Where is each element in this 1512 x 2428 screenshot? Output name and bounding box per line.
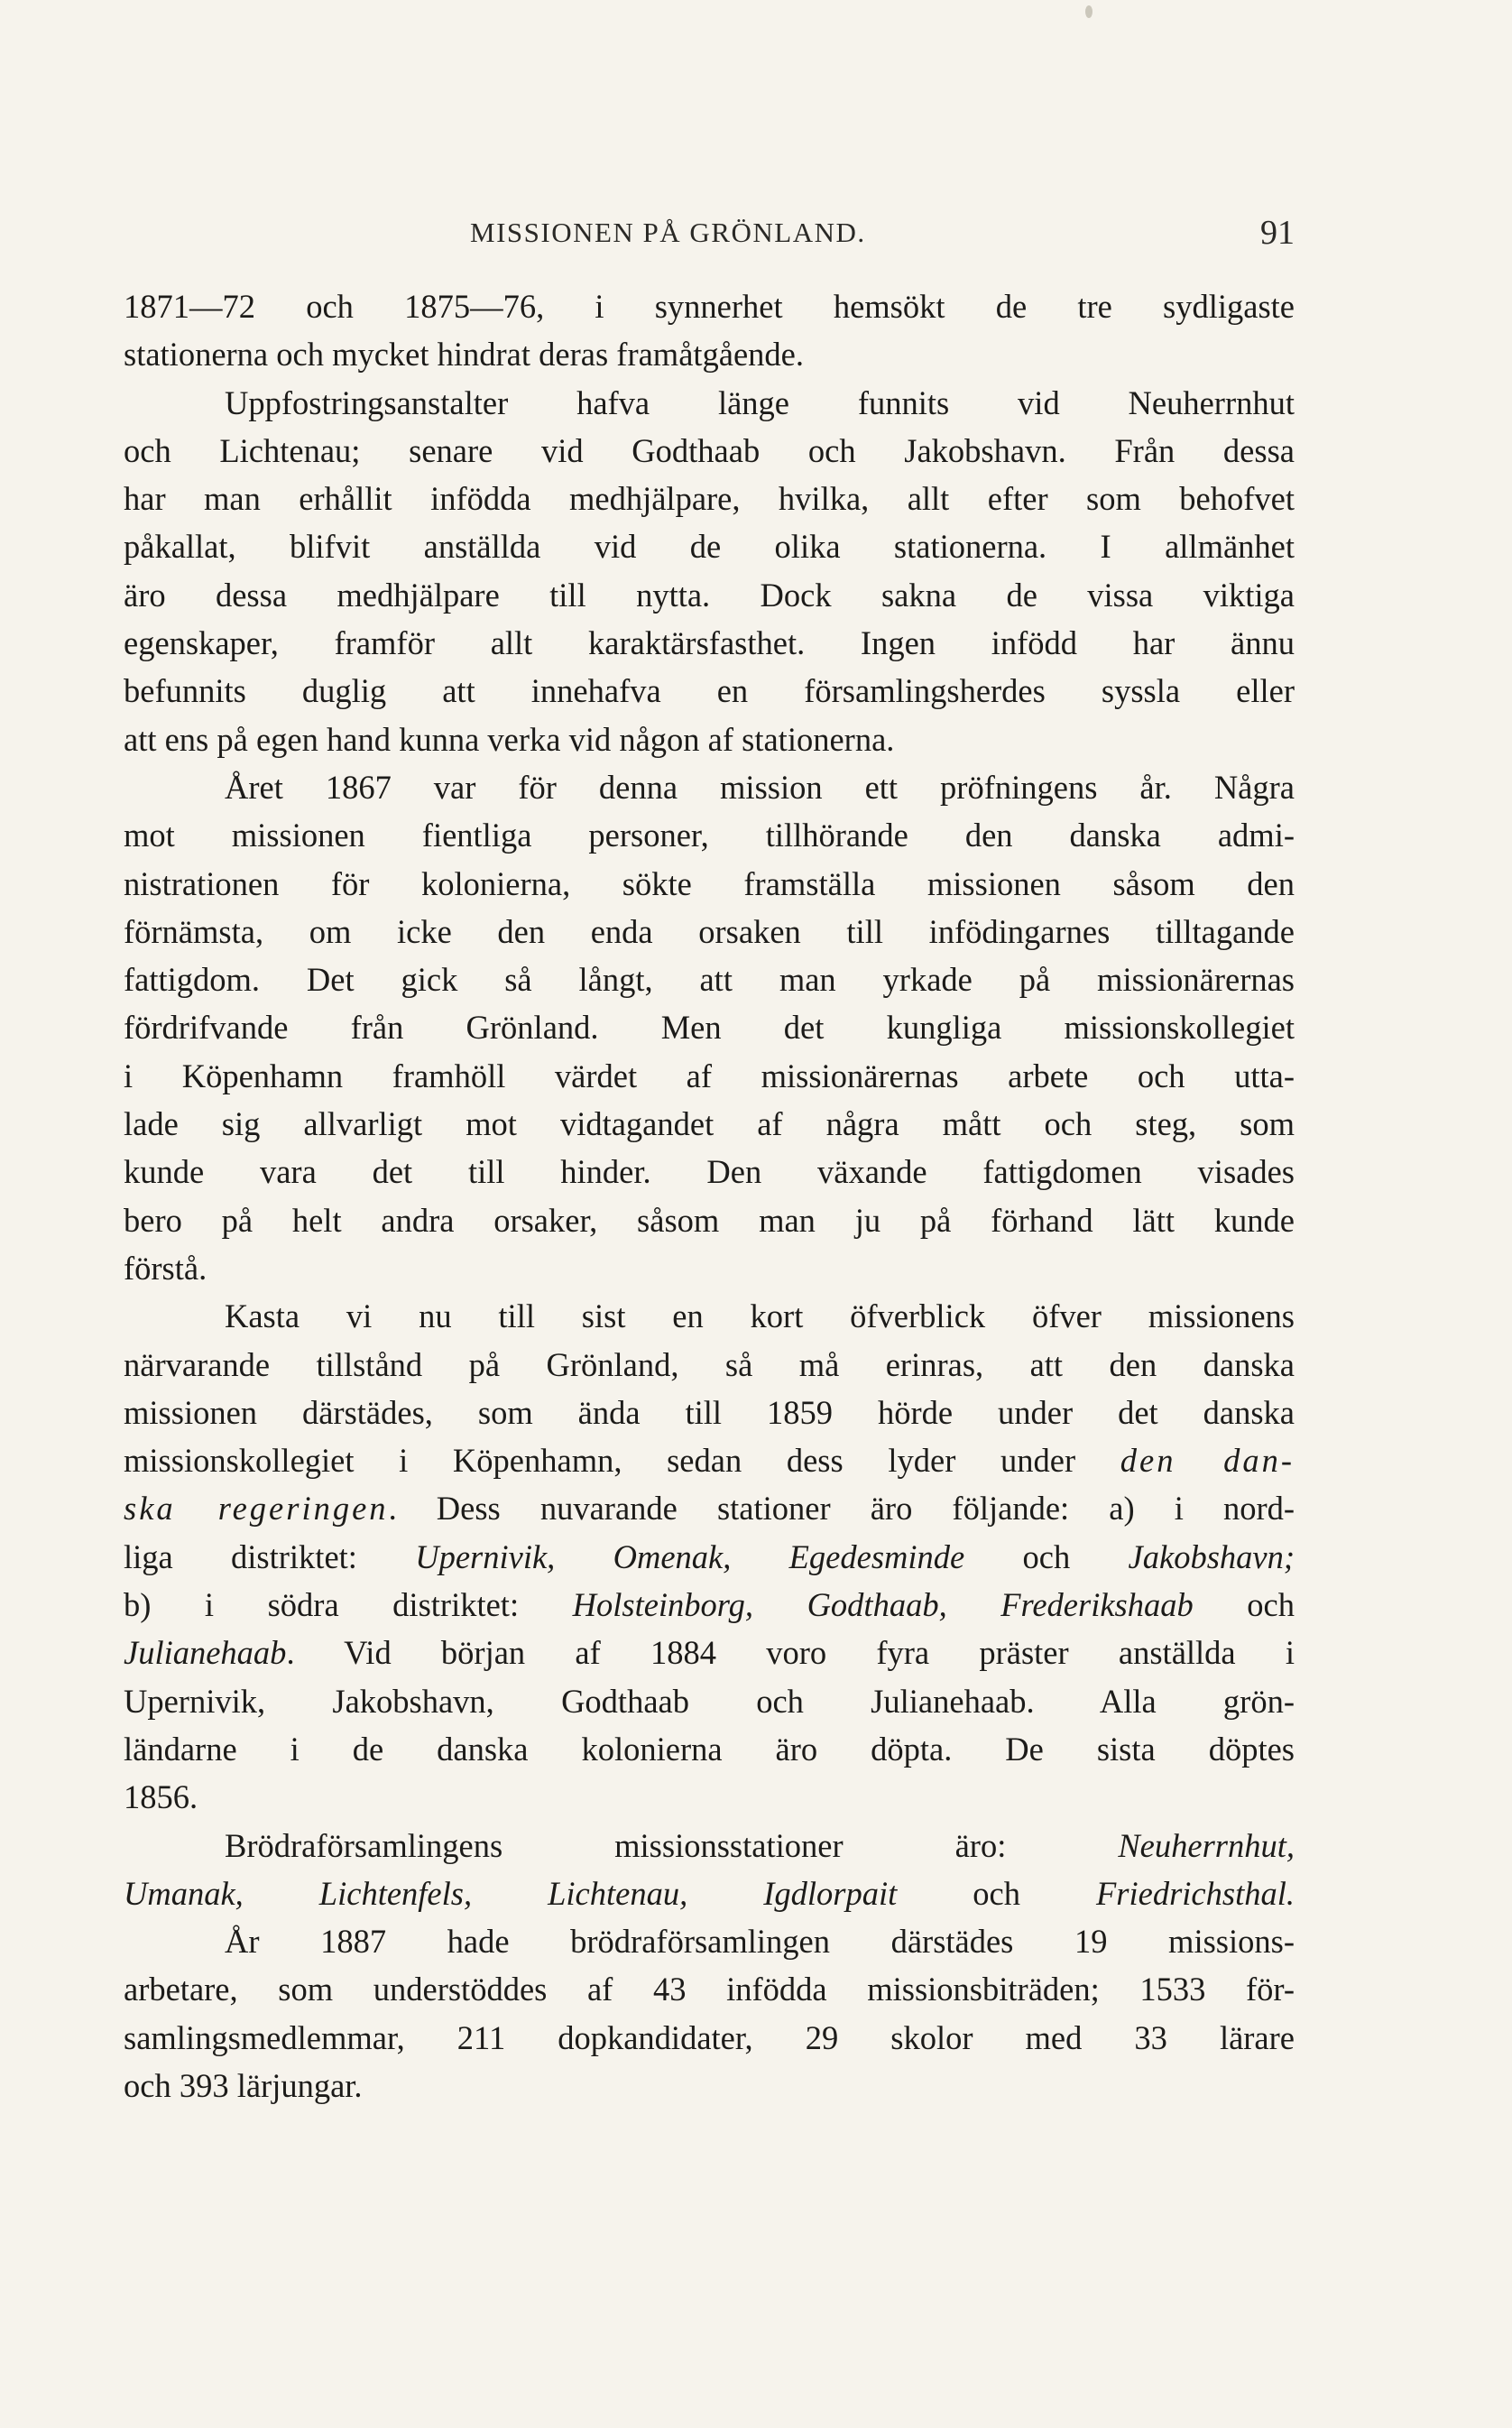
text-line: Kasta vi nu till sist en kort öfverblick öfver missionens [225,1297,1295,1335]
text-line: Julianehaab. Vid början af 1884 voro fyra präster anställda i [124,1634,1295,1672]
text-line: Brödraförsamlingens missionsstationer äro: Neuherrnhut, [225,1826,1295,1864]
text-line: fattigdom. Det gick så långt, att man yrkade på missionärernas [124,961,1295,999]
text-line: fördrifvande från Grönland. Men det kungliga missionskollegiet [124,1009,1295,1047]
text-line: i Köpenhamn framhöll värdet af missionärernas arbete och utta- [124,1057,1295,1094]
text-line: påkallat, blifvit anställda vid de olika stationerna. I allmänhet [124,528,1295,566]
text-line: lade sig allvarligt mot vidtagandet af några mått och steg, som [124,1105,1295,1143]
text-line: b) i södra distriktet: Holsteinborg, Godthaab, Frederikshaab och [124,1586,1295,1624]
text-line: nistrationen för kolonierna, sökte framställa missionen såsom den [124,864,1295,902]
text-line: Upernivik, Jakobshavn, Godthaab och Julianehaab. Alla grön- [124,1682,1295,1720]
text-line: liga distriktet: Upernivik, Omenak, Egedesminde och Jakobshavn; [124,1537,1295,1575]
text-line: 1856. [124,1778,198,1816]
text-line: äro dessa medhjälpare till nytta. Dock sakna de vissa viktiga [124,576,1295,614]
text-line: närvarande tillstånd på Grönland, så må erinras, att den danska [124,1345,1295,1383]
text-line: förstå. [124,1249,207,1287]
body-text [124,282,1295,2109]
text-line: Uppfostringsanstalter hafva länge funnits vid Neuherrnhut [225,383,1295,421]
text-line: samlingsmedlemmar, 211 dopkandidater, 29 skolor med 33 lärare [124,2018,1295,2056]
running-title: MISSIONEN PÅ GRÖNLAND. [470,217,866,248]
text-line: kunde vara det till hinder. Den växande fattigdomen visades [124,1153,1295,1191]
text-line: missionskollegiet i Köpenhamn, sedan dess lyder under den dan- [124,1442,1295,1480]
text-line: egenskaper, framför allt karaktärsfasthet. Ingen infödd har ännu [124,624,1295,662]
text-line: arbetare, som understöddes af 43 infödda missionsbiträden; 1533 för- [124,1971,1295,2008]
text-line: Året 1867 var för denna mission ett pröfningens år. Några [225,768,1295,806]
text-line: bero på helt andra orsaker, såsom man ju på förhand lätt kunde [124,1201,1295,1239]
page-header [124,214,1295,262]
print-smudge [1085,5,1093,18]
text-line: befunnits duglig att innehafva en församlingsherdes syssla eller [124,672,1295,710]
text-line: ska regeringen. Dess nuvarande stationer äro följande: a) i nord- [124,1490,1295,1528]
text-line: och Lichtenau; senare vid Godthaab och Jakobshavn. Från dessa [124,431,1295,469]
text-line: mot missionen fientliga personer, tillhörande den danska admi- [124,817,1295,854]
page-number: 91 [1260,214,1295,252]
text-line: ländarne i de danska kolonierna äro döpta. De sista döptes [124,1730,1295,1768]
text-line: stationerna och mycket hindrat deras framåtgående. [124,336,805,374]
text-line: 1871—72 och 1875—76, i synnerhet hemsökt de tre sydligaste [124,288,1295,325]
text-line: att ens på egen hand kunna verka vid någon af stationerna. [124,720,895,758]
text-line: har man erhållit infödda medhjälpare, hvilka, allt efter som behofvet [124,480,1295,518]
text-line: förnämsta, om icke den enda orsaken till infödingarnes tilltagande [124,912,1295,950]
text-line: Umanak, Lichtenfels, Lichtenau, Igdlorpait och Friedrichsthal. [124,1874,1295,1912]
text-line: År 1887 hade brödraförsamlingen därstädes 19 missions- [225,1923,1295,1961]
text-line: missionen därstädes, som ända till 1859 hörde under det danska [124,1393,1295,1431]
text-line: och 393 lärjungar. [124,2066,363,2104]
